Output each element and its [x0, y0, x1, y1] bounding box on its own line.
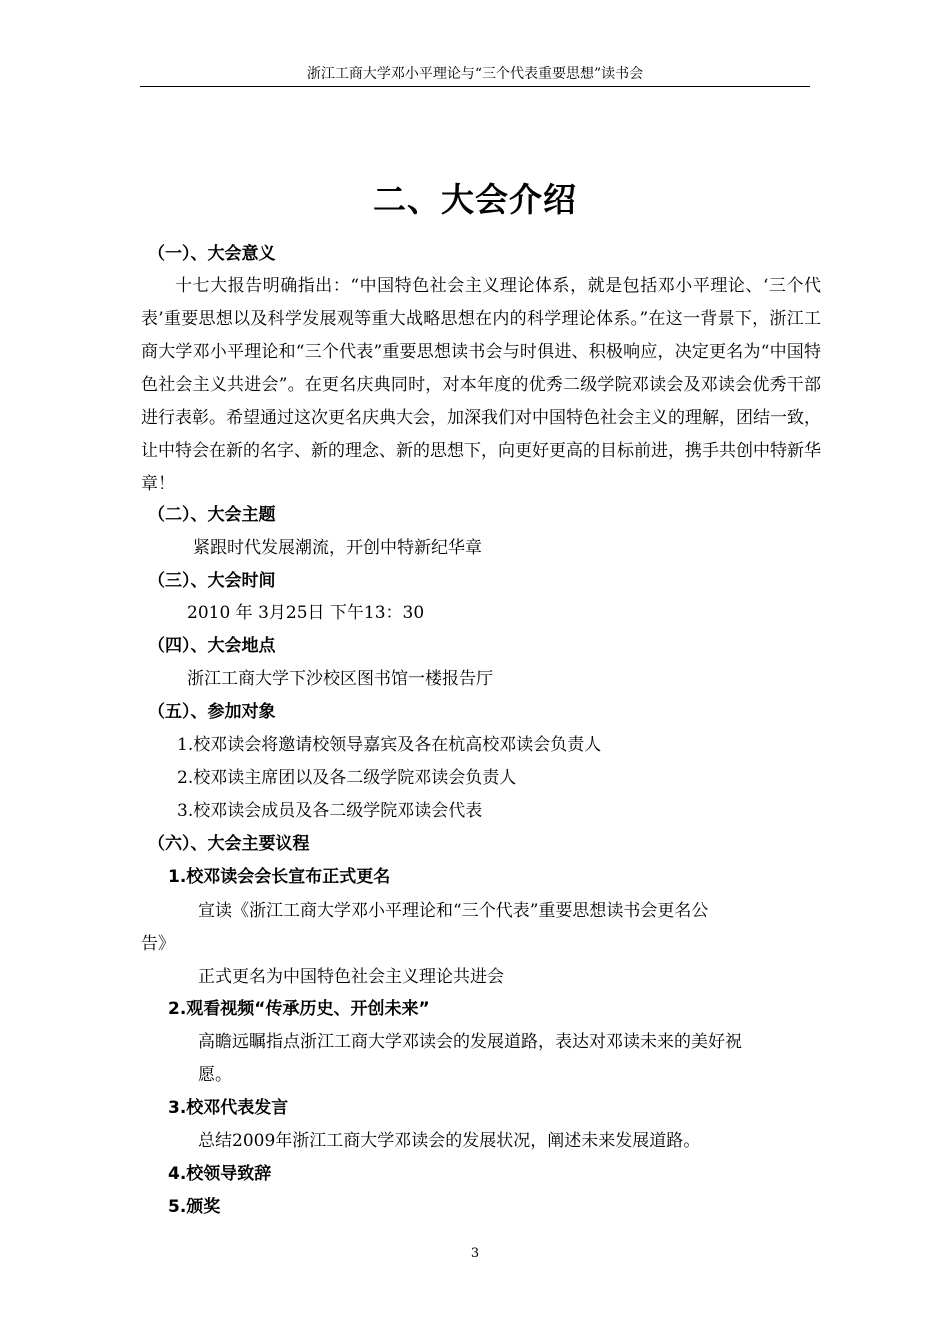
agenda-detail: 高瞻远瞩指点浙江工商大学邓读会的发展道路，表达对邓读未来的美好祝	[198, 1032, 742, 1052]
agenda-detail: 总结2009年浙江工商大学邓读会的发展状况，阐述未来发展道路。	[198, 1131, 701, 1151]
agenda-detail: 愿。	[198, 1065, 232, 1085]
page-number: 3	[470, 1246, 480, 1261]
significance-paragraph: 十七大报告明确指出：“中国特色社会主义理论体系，就是包括邓小平理论、‘三个代表’重要思想以及科学发展观等重大战略思想在内的科学理论体系。”在这一背景下，浙江工商大学邓小平理论和“三个代表”重要思想读书会与时俱进、积极响应，决定更名为“中国特色社会主义共进会”。在更名庆典同时，对本年度的优秀二级学院邓读会及邓读会优秀干部进行表彰。希望通过这次更名庆典大会，加深我们对中国特色社会主义的理解，团结一致，让中特会在新的名字、新的理念、新的思想下，向更好更高的目标前进，携手共创中特新华章！	[141, 276, 821, 494]
header-divider	[140, 86, 810, 87]
page-header: 浙江工商大学邓小平理论与“三个代表重要思想”读书会	[306, 66, 644, 82]
agenda-item-heading: 5.颁奖	[168, 1197, 221, 1217]
venue-text: 浙江工商大学下沙校区图书馆一楼报告厅	[187, 669, 493, 689]
section-heading-time: （三）、大会时间	[148, 571, 276, 591]
attendee-item: 2.校邓读主席团以及各二级学院邓读会负责人	[177, 768, 517, 788]
agenda-detail: 宣读《浙江工商大学邓小平理论和“三个代表”重要思想读书会更名公	[198, 901, 709, 921]
section-heading-theme: （二）、大会主题	[148, 505, 276, 525]
agenda-item-heading: 2.观看视频“传承历史、开创未来”	[168, 999, 430, 1019]
theme-text: 紧跟时代发展潮流，开创中特新纪华章	[193, 538, 482, 558]
attendee-item: 1.校邓读会将邀请校领导嘉宾及各在杭高校邓读会负责人	[177, 735, 602, 755]
section-heading-attendees: （五）、参加对象	[148, 702, 276, 722]
attendee-item: 3.校邓读会成员及各二级学院邓读会代表	[177, 801, 483, 821]
time-text: 2010 年 3月25日 下午13：30	[187, 603, 425, 623]
section-heading-venue: （四）、大会地点	[148, 636, 276, 656]
agenda-item-heading: 4.校领导致辞	[168, 1164, 272, 1184]
page-title: 二、大会介绍	[373, 180, 577, 219]
section-heading-agenda: （六）、大会主要议程	[148, 834, 310, 854]
agenda-item-heading: 3.校邓代表发言	[168, 1098, 289, 1118]
agenda-item-heading: 1.校邓读会会长宣布正式更名	[168, 867, 391, 887]
agenda-detail: 正式更名为中国特色社会主义理论共进会	[198, 967, 504, 987]
section-heading-significance: （一）、大会意义	[148, 244, 276, 264]
agenda-detail: 告》	[141, 934, 175, 954]
